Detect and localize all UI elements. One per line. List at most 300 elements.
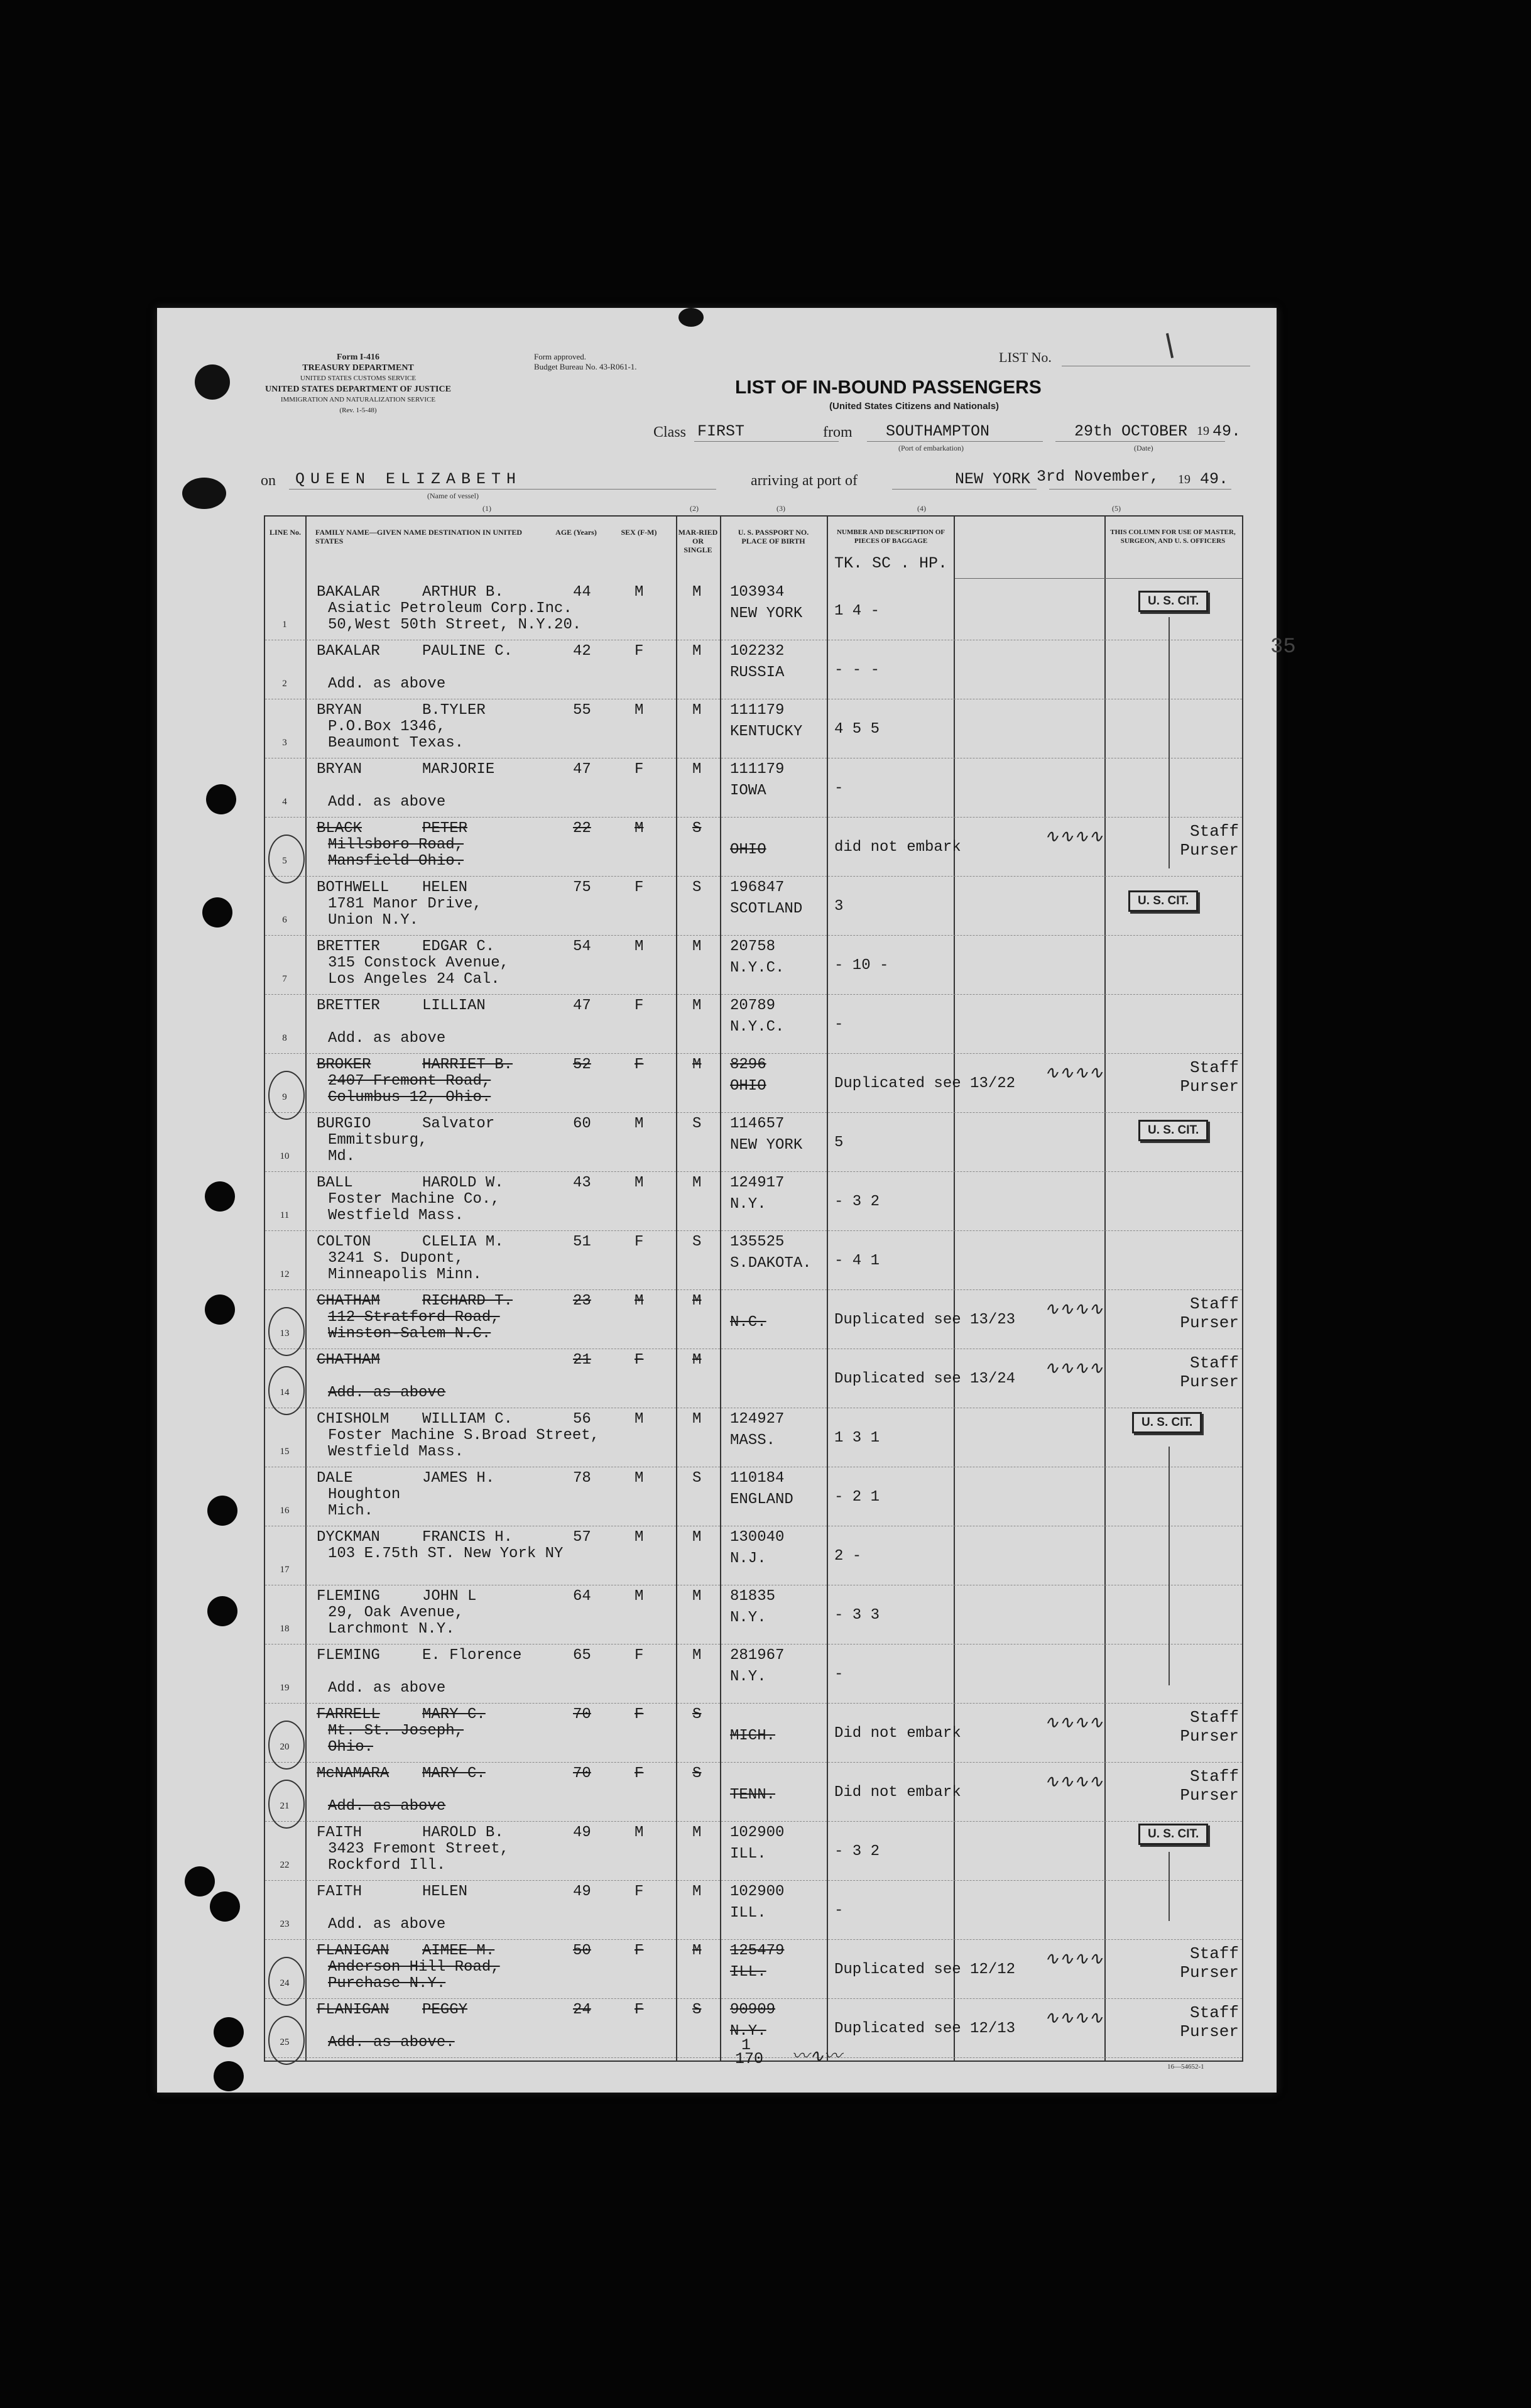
margin-note: 35 bbox=[1270, 635, 1296, 659]
age: 24 bbox=[573, 2001, 591, 2018]
line-number: 15 bbox=[280, 1447, 290, 1457]
table-row bbox=[265, 876, 1242, 936]
sex: M bbox=[635, 584, 644, 601]
remark: Staff Purser bbox=[1180, 1944, 1239, 1982]
line-number: 10 bbox=[280, 1151, 290, 1161]
table-row bbox=[265, 994, 1242, 1054]
page-title: LIST OF IN-BOUND PASSENGERS bbox=[735, 377, 1042, 398]
marital-status: S bbox=[692, 1234, 702, 1251]
marital-status: S bbox=[692, 820, 702, 837]
baggage: Duplicated see 13/24 bbox=[834, 1371, 1016, 1387]
sex: M bbox=[635, 1470, 644, 1487]
marital-status: M bbox=[692, 1588, 702, 1605]
age: 54 bbox=[573, 938, 591, 955]
sex: F bbox=[635, 1234, 644, 1251]
family-name: BALL bbox=[317, 1174, 353, 1191]
line-number-circle bbox=[268, 2016, 305, 2065]
sex: M bbox=[635, 1529, 644, 1546]
given-name: HELEN bbox=[422, 879, 468, 896]
destination-line-2: Add. as above bbox=[328, 1916, 446, 1933]
passport-number: 81835 bbox=[730, 1588, 776, 1605]
page-subtitle: (United States Citizens and Nationals) bbox=[829, 401, 1000, 412]
table-row bbox=[265, 640, 1242, 699]
destination-line-2: Mansfield Ohio. bbox=[328, 853, 464, 870]
baggage: - 3 2 bbox=[834, 1193, 880, 1210]
place-of-birth: N.Y. bbox=[730, 1196, 766, 1213]
age: 57 bbox=[573, 1529, 591, 1546]
punch-hole bbox=[207, 1496, 237, 1526]
given-name: Salvator bbox=[422, 1115, 495, 1132]
given-name: MARJORIE bbox=[422, 761, 495, 778]
table-row bbox=[265, 1939, 1242, 1999]
class-value: FIRST bbox=[697, 422, 745, 441]
remark: Staff Purser bbox=[1180, 1294, 1239, 1332]
footer-code: 16—54652-1 bbox=[1167, 2063, 1204, 2071]
punch-hole bbox=[205, 1294, 235, 1325]
place-of-birth: N.Y.C. bbox=[730, 960, 785, 977]
marital-status: S bbox=[692, 1115, 702, 1132]
port-embarkation: SOUTHAMPTON bbox=[886, 422, 990, 441]
table-row bbox=[265, 1998, 1242, 2058]
line-number: 16 bbox=[280, 1506, 290, 1516]
given-name: FRANCIS H. bbox=[422, 1529, 513, 1546]
baggage: 5 bbox=[834, 1134, 844, 1151]
given-name: CLELIA M. bbox=[422, 1234, 504, 1251]
passport-number: 196847 bbox=[730, 879, 785, 896]
sex: M bbox=[635, 820, 644, 837]
destination-line-1: 103 E.75th ST. New York NY bbox=[328, 1545, 564, 1562]
destination-line-1: Anderson Hill Road, bbox=[328, 1959, 500, 1976]
marital-status: S bbox=[692, 879, 702, 896]
given-name: JOHN L bbox=[422, 1588, 477, 1605]
place-of-birth: IOWA bbox=[730, 782, 766, 799]
purser-initials: ∿∿∿∿ bbox=[1044, 1062, 1103, 1083]
line-number: 24 bbox=[280, 1978, 290, 1988]
purser-initials: ∿∿∿∿ bbox=[1044, 1771, 1103, 1792]
marital-status: M bbox=[692, 702, 702, 719]
sex: F bbox=[635, 1706, 644, 1723]
sex: F bbox=[635, 1647, 644, 1664]
passenger-table bbox=[264, 515, 1296, 2062]
baggage: 1 4 - bbox=[834, 603, 880, 620]
marital-status: S bbox=[692, 2001, 702, 2018]
family-name: BRYAN bbox=[317, 702, 362, 719]
age: 22 bbox=[573, 820, 591, 837]
us-citizen-stamp: U. S. CIT. bbox=[1138, 1824, 1208, 1845]
table-row bbox=[265, 1585, 1242, 1645]
family-name: BLACK bbox=[317, 820, 362, 837]
punch-hole bbox=[207, 1596, 237, 1626]
inspector-signature: 〰∿〰 bbox=[792, 2045, 842, 2066]
line-number: 8 bbox=[282, 1033, 287, 1043]
marital-status: M bbox=[692, 1883, 702, 1900]
purser-initials: ∿∿∿∿ bbox=[1044, 1712, 1103, 1732]
family-name: CHATHAM bbox=[317, 1352, 380, 1369]
age: 47 bbox=[573, 761, 591, 778]
us-citizen-stamp: U. S. CIT. bbox=[1128, 890, 1198, 912]
col-passport: U. S. PASSPORT NO. PLACE OF BIRTH bbox=[738, 528, 809, 545]
family-name: BRETTER bbox=[317, 997, 380, 1014]
purser-initials: ∿∿∿∿ bbox=[1044, 1357, 1103, 1378]
place-of-birth: OHIO bbox=[730, 1078, 766, 1095]
baggage: - 2 1 bbox=[834, 1489, 880, 1506]
document-page: Form I-416 TREASURY DEPARTMENT UNITED STATES CUSTOMS SERVICE UNITED STATES DEPARTMENT OF JUSTICE IMMIGRATION AND NATURALIZATION SERVICE (Rev. 1-5-48) Form approved. Budget Bureau No. 43-R061-1. LIST No. LIST OF IN-BOUND PASSENGERS (United States Citizens and Nationals) Class FIRST from SOUTHAMPTON (Port of embarkation) 29th OCTOBER 19 49. (Date) on QUEEN ELIZABETH (Name of vessel) arriving at port of NEW YORK 3rd November, 19 49. (1) (2) (3) (4) (5) LINE No. FAMILY NAME—GIVEN NAME DESTINATION IN UNITED STATES AGE (Years) SEX (F-M) MAR-RIED OR SINGLE U. S. PASSPORT NO. PLACE OF BIRTH NUMBER AND DESCRIPTION OF PIECES OF BAGGAGE TK. SC . HP. THIS COLUMN FOR USE OF MASTER, SURGEON, AND U. S. OFFICERS 1 BAKALAR ARTHUR B. Asiatic Petroleum Corp.Inc. 50,West 50th Street, N.Y.20. 44 M M 103934 NEW YORK 1 4 - 2 BAKALAR PAULINE C. Add. as above 42 F M 102232 RUSSIA - - - 3 BRYAN B.TYLER P.O.Box 1346, Beaumont Texas. 55 M M 111179 KENTUCKY 4 5 5 4 BRYAN MARJORIE Add. as above 47 F M 111179 IOWA - 5 BLACK PETER Millsboro Road, Mansfield Ohio. 22 M S OHIO did not embark Staff Purser ∿∿∿∿ 6 BOTHWELL HELEN 1781 Manor Drive, Union N.Y. 75 F S 196847 SCOTLAND 3 7 BRETTER EDGAR C. 315 Constock Avenue, Los Angeles 24 Cal. 54 M M 20758 N.Y.C. - 10 - 8 BRETTER LILLIAN Add. as above 47 F M 20789 N.Y.C. - 9 BROKER HARRIET B. 2407 Fremont Road, Columbus 12, Ohio. 52 F M 8296 OHIO Duplicated see 13/22 Staff Purser ∿∿∿∿ 10 BURGIO Salvator Emmitsburg, Md. 60 M S 114657 NEW YORK 5 11 BALL HAROLD W. Foster Machine Co., Westfield Mass. 43 M M 124917 N.Y. - 3 2 12 COLTON CLELIA M. 3241 S. Dupont, Minneapolis Minn. 51 F S 135525 S.DAKOTA. - 4 1 13 CHATHAM RICHARD T. 112 Stratford Road, Winston-Salem N.C. 23 M M N.C. Duplicated see 13/23 Staff Purser ∿∿∿∿ 14 CHATHAM Add. as above 21 F M Duplicated see 13/24 Staff Purser ∿∿∿∿ 15 CHISHOLM WILLIAM C. Foster Machine S.Broad Street, Westfield Mass. 56 M M 124927 MASS. 1 3 1 16 DALE JAMES H. Houghton Mich. 78 M S 110184 ENGLAND - 2 1 17 DYCKMAN FRANCIS H. 103 E.75th ST. New York NY 57 M M 130040 N.J. 2 - 18 FLEMING JOHN L 29, Oak Avenue, Larchmont N.Y. 64 M M 81835 N.Y. - 3 3 19 FLEMING E. Florence Add. as above 65 F M 281967 N.Y. - 20 FARRELL MARY C. Mt. St. Joseph, Ohio. 70 F S MICH. Did not embark Staff Purser ∿∿∿∿ 21 McNAMARA MARY C. Add. as above 70 F S TENN. Did not embark Staff Purser ∿∿∿∿ 22 FAITH HAROLD B. 3423 Fremont Street, Rockford Ill. 49 M M 102900 ILL. - 3 2 23 FAITH HELEN Add. as above 49 F M 102900 ILL. - 24 FLANIGAN AIMEE M. Anderson Hill Road, Purchase N.Y. 50 F M 125479 ILL. Duplicated see 12/12 Staff Purser ∿∿∿∿ 25 FLANIGAN PEGGY Add. as above. 24 F S 90909 N.Y. Duplicated see 12/13 Staff Purser ∿∿∿∿ U. S. CIT. U. S. CIT. U. S. CIT. U. S. CIT. U. S. CIT. 35 1 170 〰∿〰 16—54652-1 bbox=[157, 308, 1277, 2093]
line-number: 7 bbox=[282, 974, 287, 984]
baggage: Duplicated see 13/22 bbox=[834, 1075, 1016, 1092]
destination-line-1: 3423 Fremont Street, bbox=[328, 1841, 509, 1858]
arrival-year: 49. bbox=[1200, 470, 1229, 488]
sex: F bbox=[635, 643, 644, 660]
place-of-birth: N.C. bbox=[730, 1314, 766, 1331]
family-name: BAKALAR bbox=[317, 584, 380, 601]
place-of-birth: ILL. bbox=[730, 1964, 766, 1981]
passport-number: 102900 bbox=[730, 1883, 785, 1900]
baggage: 2 - bbox=[834, 1548, 862, 1565]
line-number: 4 bbox=[282, 797, 287, 807]
baggage: 4 5 5 bbox=[834, 721, 880, 738]
given-name: JAMES H. bbox=[422, 1470, 495, 1487]
line-number: 5 bbox=[282, 856, 287, 866]
bottom-number: 170 bbox=[735, 2050, 764, 2068]
place-of-birth: N.Y. bbox=[730, 1668, 766, 1685]
col-line-no: LINE No. bbox=[269, 528, 301, 537]
col-sex: SEX (F-M) bbox=[621, 528, 657, 537]
departure-year: 49. bbox=[1212, 422, 1241, 441]
dept-treasury: TREASURY DEPARTMENT bbox=[302, 363, 414, 373]
destination-line-2: Ohio. bbox=[328, 1739, 374, 1756]
age: 47 bbox=[573, 997, 591, 1014]
place-of-birth: TENN. bbox=[730, 1787, 776, 1803]
age: 55 bbox=[573, 702, 591, 719]
given-name: MARY C. bbox=[422, 1706, 486, 1723]
destination-line-1: Asiatic Petroleum Corp.Inc. bbox=[328, 600, 572, 617]
place-of-birth: S.DAKOTA. bbox=[730, 1255, 812, 1272]
place-of-birth: ENGLAND bbox=[730, 1491, 793, 1508]
place-of-birth: ILL. bbox=[730, 1846, 766, 1863]
place-of-birth: N.J. bbox=[730, 1550, 766, 1567]
place-of-birth: KENTUCKY bbox=[730, 723, 803, 740]
marital-status: S bbox=[692, 1470, 702, 1487]
ink-blot bbox=[195, 364, 230, 400]
age: 50 bbox=[573, 1942, 591, 1959]
table-row bbox=[265, 1349, 1242, 1408]
line-number: 18 bbox=[280, 1624, 290, 1634]
passport-number: 110184 bbox=[730, 1470, 785, 1487]
marital-status: M bbox=[692, 1942, 702, 1959]
destination-line-1: Foster Machine S.Broad Street, bbox=[328, 1427, 600, 1444]
passport-number: 130040 bbox=[730, 1529, 785, 1546]
remark: Staff Purser bbox=[1180, 2003, 1239, 2041]
age: 43 bbox=[573, 1174, 591, 1191]
destination-line-2: Add. as above bbox=[328, 1384, 446, 1401]
age: 70 bbox=[573, 1706, 591, 1723]
destination-line-2: Minneapolis Minn. bbox=[328, 1266, 482, 1283]
table-row bbox=[265, 758, 1242, 818]
baggage: - 3 3 bbox=[834, 1607, 880, 1624]
baggage-subheader: TK. SC . HP. bbox=[834, 554, 948, 572]
remark: Staff Purser bbox=[1180, 1354, 1239, 1391]
line-number: 14 bbox=[280, 1387, 290, 1398]
form-header bbox=[251, 352, 465, 416]
place-of-birth: NEW YORK bbox=[730, 605, 803, 622]
departure-date: 29th OCTOBER bbox=[1074, 422, 1188, 441]
baggage: 1 3 1 bbox=[834, 1430, 880, 1447]
sex: M bbox=[635, 702, 644, 719]
table-row bbox=[265, 1526, 1242, 1585]
destination-line-1: 112 Stratford Road, bbox=[328, 1309, 500, 1326]
line-number: 3 bbox=[282, 738, 287, 748]
pen-mark bbox=[1166, 333, 1174, 358]
baggage: - bbox=[834, 1666, 844, 1683]
given-name: E. Florence bbox=[422, 1647, 522, 1664]
baggage: Did not embark bbox=[834, 1725, 961, 1742]
destination-line-2: Larchmont N.Y. bbox=[328, 1621, 455, 1638]
destination-line-2: Beaumont Texas. bbox=[328, 735, 464, 752]
line-number: 19 bbox=[280, 1683, 290, 1693]
form-number: Form I-416 bbox=[336, 353, 380, 362]
place-of-birth: NEW YORK bbox=[730, 1137, 803, 1154]
destination-line-1: 1781 Manor Drive, bbox=[328, 895, 482, 912]
purser-initials: ∿∿∿∿ bbox=[1044, 1948, 1103, 1969]
destination-line-1: Millsboro Road, bbox=[328, 836, 464, 853]
given-name: WILLIAM C. bbox=[422, 1411, 513, 1428]
place-of-birth: RUSSIA bbox=[730, 664, 785, 681]
family-name: BOTHWELL bbox=[317, 879, 390, 896]
age: 56 bbox=[573, 1411, 591, 1428]
punch-hole bbox=[214, 2017, 244, 2047]
ink-blot bbox=[182, 478, 226, 509]
table-row bbox=[265, 1112, 1242, 1172]
destination-line-1: 3241 S. Dupont, bbox=[328, 1250, 464, 1267]
age: 42 bbox=[573, 643, 591, 660]
destination-line-2: Union N.Y. bbox=[328, 912, 419, 929]
class-label: Class bbox=[653, 424, 687, 441]
passport-number: 8296 bbox=[730, 1056, 766, 1073]
destination-line-2: Westfield Mass. bbox=[328, 1443, 464, 1460]
family-name: FAITH bbox=[317, 1824, 362, 1841]
destination-line-1: P.O.Box 1346, bbox=[328, 718, 446, 735]
destination-line-1: Foster Machine Co., bbox=[328, 1191, 500, 1208]
destination-line-2: Columbus 12, Ohio. bbox=[328, 1089, 491, 1106]
destination-line-2: Add. as above bbox=[328, 1798, 446, 1815]
age: 21 bbox=[573, 1352, 591, 1369]
place-of-birth: ILL. bbox=[730, 1905, 766, 1922]
passport-number: 281967 bbox=[730, 1647, 785, 1664]
table-row bbox=[265, 1408, 1242, 1467]
baggage: 3 bbox=[834, 898, 844, 915]
table-row bbox=[265, 1762, 1242, 1822]
baggage: - 4 1 bbox=[834, 1252, 880, 1269]
family-name: COLTON bbox=[317, 1234, 371, 1251]
destination-line-2: Add. as above bbox=[328, 1680, 446, 1697]
destination-line-1: Houghton bbox=[328, 1486, 401, 1503]
destination-line-2: 50,West 50th Street, N.Y.20. bbox=[328, 616, 582, 633]
sex: M bbox=[635, 1115, 644, 1132]
us-citizen-stamp: U. S. CIT. bbox=[1138, 591, 1208, 612]
family-name: FLANIGAN bbox=[317, 1942, 390, 1959]
from-label: from bbox=[823, 424, 853, 441]
page-number: 1 bbox=[741, 2036, 751, 2054]
line-number: 20 bbox=[280, 1742, 290, 1752]
family-name: FLEMING bbox=[317, 1588, 380, 1605]
marital-status: M bbox=[692, 1174, 702, 1191]
vessel-name: QUEEN ELIZABETH bbox=[295, 470, 522, 488]
purser-initials: ∿∿∿∿ bbox=[1044, 2007, 1103, 2028]
baggage: Duplicated see 13/23 bbox=[834, 1311, 1016, 1328]
destination-line-2: Rockford Ill. bbox=[328, 1857, 446, 1874]
place-of-birth: N.Y. bbox=[730, 2023, 766, 2040]
baggage: - bbox=[834, 1902, 844, 1919]
table-row bbox=[265, 1289, 1242, 1349]
given-name: PEGGY bbox=[422, 2001, 468, 2018]
remark: Staff Purser bbox=[1180, 1058, 1239, 1096]
passport-number: 111179 bbox=[730, 702, 785, 719]
sex: F bbox=[635, 1056, 644, 1073]
sex: M bbox=[635, 1293, 644, 1310]
col-remarks: THIS COLUMN FOR USE OF MASTER, SURGEON, AND U. S. OFFICERS bbox=[1110, 528, 1236, 545]
dept-justice: UNITED STATES DEPARTMENT OF JUSTICE bbox=[265, 385, 451, 394]
passport-number: 124917 bbox=[730, 1174, 785, 1191]
arriving-label: arriving at port of bbox=[751, 473, 858, 489]
destination-line-2: Add. as above bbox=[328, 1030, 446, 1047]
punch-hole bbox=[210, 1891, 240, 1922]
sex: F bbox=[635, 761, 644, 778]
sex: M bbox=[635, 938, 644, 955]
place-of-birth: N.Y. bbox=[730, 1609, 766, 1626]
remark: Staff Purser bbox=[1180, 822, 1239, 860]
revision: (Rev. 1-5-48) bbox=[339, 407, 377, 414]
ink-blot bbox=[678, 308, 704, 327]
table-row bbox=[265, 581, 1242, 640]
destination-line-1: 315 Constock Avenue, bbox=[328, 955, 509, 971]
given-name: HARRIET B. bbox=[422, 1056, 513, 1073]
table-row bbox=[265, 1703, 1242, 1763]
passport-number: 103934 bbox=[730, 584, 785, 601]
age: 65 bbox=[573, 1647, 591, 1664]
age: 49 bbox=[573, 1824, 591, 1841]
us-citizen-stamp: U. S. CIT. bbox=[1138, 1120, 1208, 1141]
sex: M bbox=[635, 1824, 644, 1841]
given-name: HELEN bbox=[422, 1883, 468, 1900]
passport-number: 20758 bbox=[730, 938, 776, 955]
marital-status: M bbox=[692, 1529, 702, 1546]
sex: F bbox=[635, 1352, 644, 1369]
place-of-birth: MICH. bbox=[730, 1727, 776, 1744]
table-row bbox=[265, 699, 1242, 758]
sex: M bbox=[635, 1411, 644, 1428]
sex: F bbox=[635, 1883, 644, 1900]
destination-line-2: Los Angeles 24 Cal. bbox=[328, 971, 500, 988]
line-number: 17 bbox=[280, 1565, 290, 1575]
line-number: 11 bbox=[280, 1210, 290, 1220]
marital-status: M bbox=[692, 1352, 702, 1369]
given-name: ARTHUR B. bbox=[422, 584, 504, 601]
punch-hole bbox=[214, 2061, 244, 2091]
col-name: FAMILY NAME—GIVEN NAME DESTINATION IN UNITED STATES bbox=[315, 528, 523, 545]
form-approval: Form approved. Budget Bureau No. 43-R061-1. bbox=[534, 352, 637, 371]
col-married: MAR-RIED OR SINGLE bbox=[678, 528, 718, 554]
marital-status: M bbox=[692, 1824, 702, 1841]
given-name: MARY C. bbox=[422, 1765, 486, 1782]
age: 23 bbox=[573, 1293, 591, 1310]
age: 44 bbox=[573, 584, 591, 601]
age: 64 bbox=[573, 1588, 591, 1605]
age: 60 bbox=[573, 1115, 591, 1132]
given-name: B.TYLER bbox=[422, 702, 486, 719]
family-name: CHATHAM bbox=[317, 1293, 380, 1310]
family-name: BRYAN bbox=[317, 761, 362, 778]
family-name: BAKALAR bbox=[317, 643, 380, 660]
passport-number: 20789 bbox=[730, 997, 776, 1014]
given-name: PAULINE C. bbox=[422, 643, 513, 660]
marital-status: M bbox=[692, 997, 702, 1014]
table-row bbox=[265, 1644, 1242, 1704]
punch-hole bbox=[206, 784, 236, 814]
remark: Staff Purser bbox=[1180, 1767, 1239, 1805]
remark: Staff Purser bbox=[1180, 1708, 1239, 1746]
family-name: CHISHOLM bbox=[317, 1411, 390, 1428]
sex: M bbox=[635, 1588, 644, 1605]
sex: M bbox=[635, 1174, 644, 1191]
sex: F bbox=[635, 997, 644, 1014]
family-name: DYCKMAN bbox=[317, 1529, 380, 1546]
marital-status: S bbox=[692, 1706, 702, 1723]
baggage: Duplicated see 12/12 bbox=[834, 1961, 1016, 1978]
age: 51 bbox=[573, 1234, 591, 1251]
sex: F bbox=[635, 1942, 644, 1959]
punch-hole bbox=[202, 897, 232, 928]
line-number: 9 bbox=[282, 1092, 287, 1102]
list-number-label: LIST No. bbox=[999, 349, 1052, 365]
family-name: BROKER bbox=[317, 1056, 371, 1073]
destination-line-2: Add. as above bbox=[328, 794, 446, 811]
age: 52 bbox=[573, 1056, 591, 1073]
line-number: 12 bbox=[280, 1269, 290, 1279]
place-of-birth: MASS. bbox=[730, 1432, 776, 1449]
passport-number: 125479 bbox=[730, 1942, 785, 1959]
arrival-date: 3rd November, bbox=[1037, 468, 1160, 486]
given-name: HAROLD B. bbox=[422, 1824, 504, 1841]
passport-number: 90909 bbox=[730, 2001, 776, 2018]
marital-status: M bbox=[692, 1293, 702, 1310]
baggage: - bbox=[834, 780, 844, 797]
baggage: - bbox=[834, 1016, 844, 1033]
line-number: 25 bbox=[280, 2037, 290, 2047]
destination-line-2: Winston-Salem N.C. bbox=[328, 1325, 491, 1342]
line-number: 13 bbox=[280, 1328, 290, 1338]
destination-line-2: Purchase N.Y. bbox=[328, 1975, 446, 1992]
given-name: AIMEE M. bbox=[422, 1942, 495, 1959]
us-citizen-stamp: U. S. CIT. bbox=[1132, 1412, 1202, 1433]
marital-status: M bbox=[692, 1056, 702, 1073]
line-number: 22 bbox=[280, 1860, 290, 1870]
destination-line-1: Emmitsburg, bbox=[328, 1132, 428, 1149]
given-name: PETER bbox=[422, 820, 468, 837]
customs-service: UNITED STATES CUSTOMS SERVICE bbox=[300, 375, 417, 382]
passport-number: 111179 bbox=[730, 761, 785, 778]
destination-line-2: Mich. bbox=[328, 1502, 374, 1519]
family-name: FARRELL bbox=[317, 1706, 380, 1723]
marital-status: M bbox=[692, 643, 702, 660]
marital-status: S bbox=[692, 1765, 702, 1782]
line-number: 21 bbox=[280, 1801, 290, 1811]
destination-line-2: Add. as above. bbox=[328, 2034, 455, 2051]
marital-status: M bbox=[692, 584, 702, 601]
given-name: LILLIAN bbox=[422, 997, 486, 1014]
baggage: did not embark bbox=[834, 839, 961, 856]
age: 78 bbox=[573, 1470, 591, 1487]
passport-number: 114657 bbox=[730, 1115, 785, 1132]
